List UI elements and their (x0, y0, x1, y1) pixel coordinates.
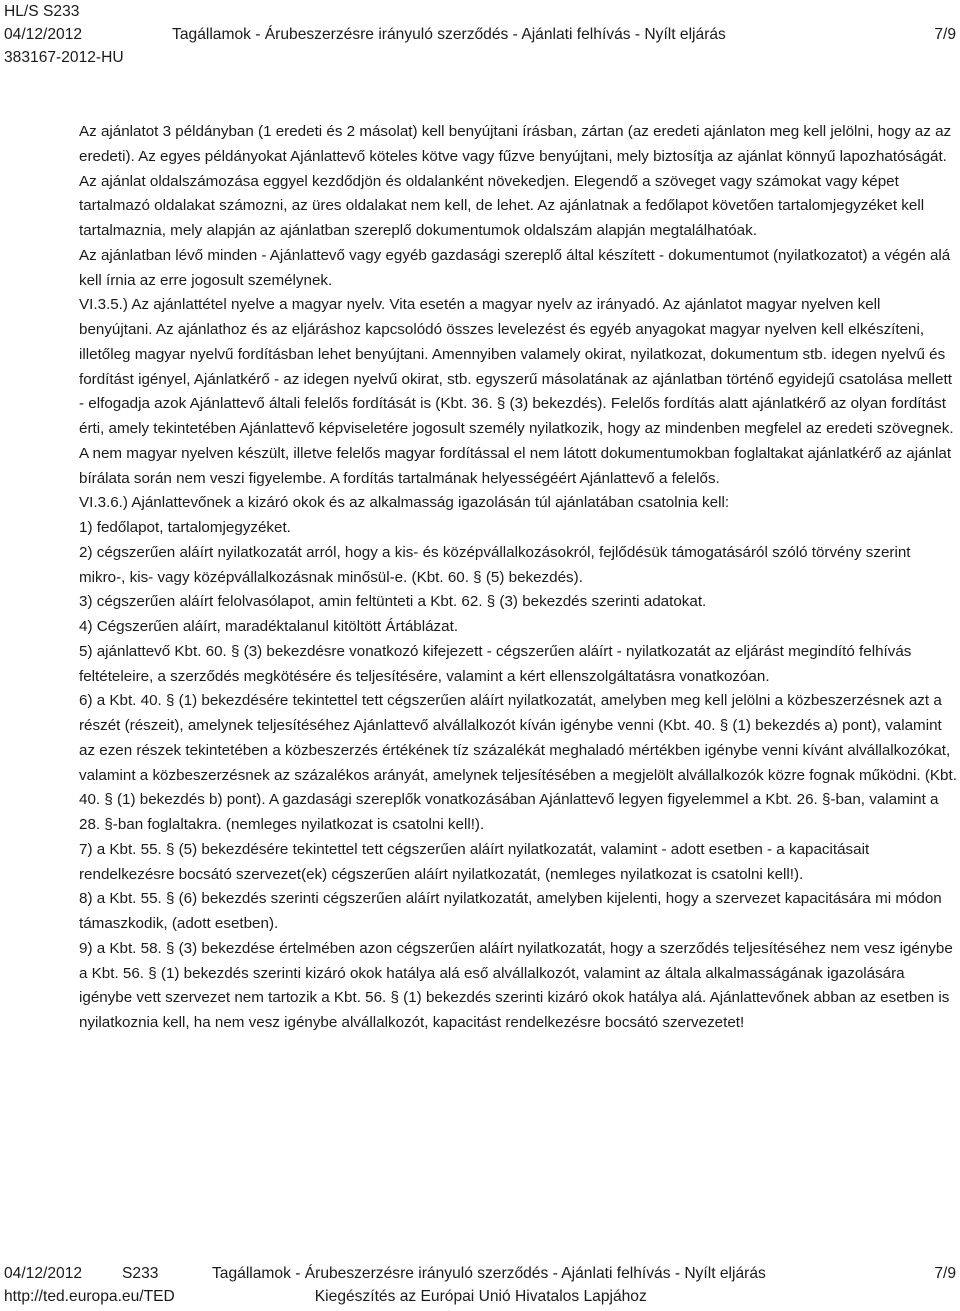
paragraph: VI.3.6.) Ajánlattevőnek a kizáró okok és az alkalmasság igazolásán túl ajánlatában csatolnia kell: (79, 494, 730, 512)
list-item: 4) Cégszerűen aláírt, maradéktalanul kitöltött Ártáblázat. (79, 618, 459, 635)
header-row-ref (4, 46, 956, 69)
document-reference: 383167-2012-HU (4, 49, 124, 66)
paragraph: Az ajánlatban lévő minden - Ajánlattevő vagy egyéb gazdasági szereplő által készített - dokumentumot (nyilatkozatot) a végén alá kell írnia az erre jogosult személynek. (79, 246, 951, 289)
paragraph: VI.3.5.) Az ajánlattétel nyelve a magyar nyelv. Vita esetén a magyar nyelv az irányadó. Az ajánlatot magyar nyelven kell benyújtani. Az ajánlathoz és az eljáráshoz kapcsolódó összes levelezést és egyéb anyagokat magyar nyelven kell elkészíteni, illetőleg magyar nyelvű fordításban lehet benyújtani. Amennyiben valamely okirat, nyilatkozat, dokumentum stb. idegen nyelvű és fordítást igényel, Ajánlatkérő - az idegen nyelvű okirat, stb. egyszerű másolatának az ajánlatban történő egyidejű csatolása mellett - elfogadja azok Ajánlattevő általi felelős fordítását is (Kbt. 36. § (3) bekezdés). Felelős fordítás alatt ajánlatkérő az olyan fordítást érti, amely tekintetében Ajánlattevő képviseletére jogosult személy nyilatkozik, hogy az mindenben megfelel az eredeti szövegnek. A nem magyar nyelven készült, illetve felelős magyar fordítással el nem látott dokumentumokban foglaltakat ajánlatkérő az ajánlat bírálata során nem veszi figyelembe. A fordítás tartalmának helyességéért Ajánlattevő a felelős. (79, 296, 954, 487)
footer-row-title (4, 1262, 956, 1285)
header-date: 04/12/2012 (4, 26, 83, 43)
paragraph: Az ajánlatot 3 példányban (1 eredeti és 2 másolat) kell benyújtani írásban, zártan (az eredeti ajánlaton meg kell jelölni, hogy az az eredeti). Az egyes példányokat Ajánlattevő köteles kötve vagy fűzve benyújtani, mely biztosítja az ajánlat könnyű lapozhatóságát. Az ajánlat oldalszámozása eggyel kezdődjön és oldalanként növekedjen. Elegendő a szöveget vagy számokat vagy képet tartalmazó oldalakat számozni, az üres oldalakat nem kell, de lehet. Az ajánlatnak a fedőlapot követően tartalomjegyzéket kell tartalmaznia, mely alapján az ajánlatban szereplő dokumentumok oldalszám alapján megtalálhatóak. (79, 123, 952, 239)
list-item: 9) a Kbt. 58. § (3) bekezdése értelmében azon cégszerűen aláírt nyilatkozatát, hogy a szerződés teljesítéséhez nem vesz igénybe a Kbt. 56. § (1) bekezdés szerinti kizáró okok hatálya alá eső alvállalkozót, valamint az általa alkalmasságának igazolására igénybe vett szervezet nem tartozik a Kbt. 56. § (1) bekezdés szerinti kizáró okok hatálya alá. Ajánlattevőnek abban az esetben is nyilatkoznia kell, ha nem vesz igénybe alvállalkozót, kapacitást rendelkezésre bocsátó szervezetet! (79, 939, 953, 1031)
footer-page-number: 7/9 (934, 1265, 956, 1282)
footer-title: Tagállamok - Árubeszerzésre irányuló szerződés - Ajánlati felhívás - Nyílt eljárás (212, 1265, 766, 1282)
list-item: 7) a Kbt. 55. § (5) bekezdésére tekintettel tett cégszerűen aláírt nyilatkozatát, valamint - adott esetben - a kapacitásait rendelkezésre bocsátó szervezet(ek) cégszerűen aláírt nyilatkozatát, (nemleges nyilatkozat is csatolni kell!). (79, 840, 870, 883)
footer-date: 04/12/2012 (4, 1265, 83, 1282)
list-item: 5) ajánlattevő Kbt. 60. § (3) bekezdésre vonatkozó kifejezett - cégszerűen aláírt - nyilatkozatát az eljárást megindító felhívás feltételeire, a szerződés megkötésére és teljesítésére, valamint a kért ellenszolgáltatásra vonatkozóan. (79, 642, 912, 685)
list-item: 1) fedőlapot, tartalomjegyzéket. (79, 519, 291, 536)
list-item: 6) a Kbt. 40. § (1) bekezdésére tekintettel tett cégszerűen aláírt nyilatkozatát, amelyben meg kell jelölni a közbeszerzésnek azt a részét (részeit), amelynek teljesítéséhez Ajánlattevő alvállalkozót kíván igénybe venni (Kbt. 40. § (1) bekezdés a) pont), valamint az ezen részek tekintetében a közbeszerzés értékének tíz százalékát meghaladó mértékben igénybe venni kívánt alvállalkozókat, valamint a közbeszerzésnek az százalékos arányát, amelynek teljesítésében a megjelölt alvállalkozók közre fognak működni. (Kbt. 40. § (1) bekezdés b) pont). A gazdasági szereplők vonatkozásában Ajánlattevő legyen figyelemmel a Kbt. 26. §-ban, valamint a 28. §-ban foglaltakra. (nemleges nyilatkozat is csatolni kell!). (79, 692, 957, 833)
footer-publisher: Kiegészítés az Európai Unió Hivatalos Lapjához (314, 1288, 647, 1305)
footer-edition: S233 (122, 1265, 159, 1282)
page-header (4, 0, 956, 69)
footer-row-source (4, 1285, 956, 1308)
header-row-code (4, 0, 956, 23)
list-item: 8) a Kbt. 55. § (6) bekezdés szerinti cégszerűen aláírt nyilatkozatát, amelyben kijelenti, hogy a szervezet kapacitására mi módon támaszkodik, (adott esetben). (79, 890, 942, 932)
doc-code: HL/S S233 (4, 3, 80, 20)
list-item: 2) cégszerűen aláírt nyilatkozatát arról, hogy a kis- és középvállalkozásokról, fejlődésük támogatásáról szóló törvény szerint mikro-, kis- vagy középvállalkozásnak minősül-e. (Kbt. 60. § (5) bekezdés). (79, 543, 911, 586)
header-title: Tagállamok - Árubeszerzésre irányuló szerződés - Ajánlati felhívás - Nyílt eljárás (172, 26, 726, 43)
page-footer (4, 1262, 956, 1308)
header-page-number: 7/9 (934, 26, 956, 43)
document-body (79, 120, 957, 1036)
header-row-title (4, 23, 956, 46)
footer-url[interactable]: http://ted.europa.eu/TED (4, 1288, 175, 1305)
list-item: 3) cégszerűen aláírt felolvasólapot, amin feltünteti a Kbt. 62. § (3) bekezdés szerinti adatokat. (79, 593, 707, 611)
